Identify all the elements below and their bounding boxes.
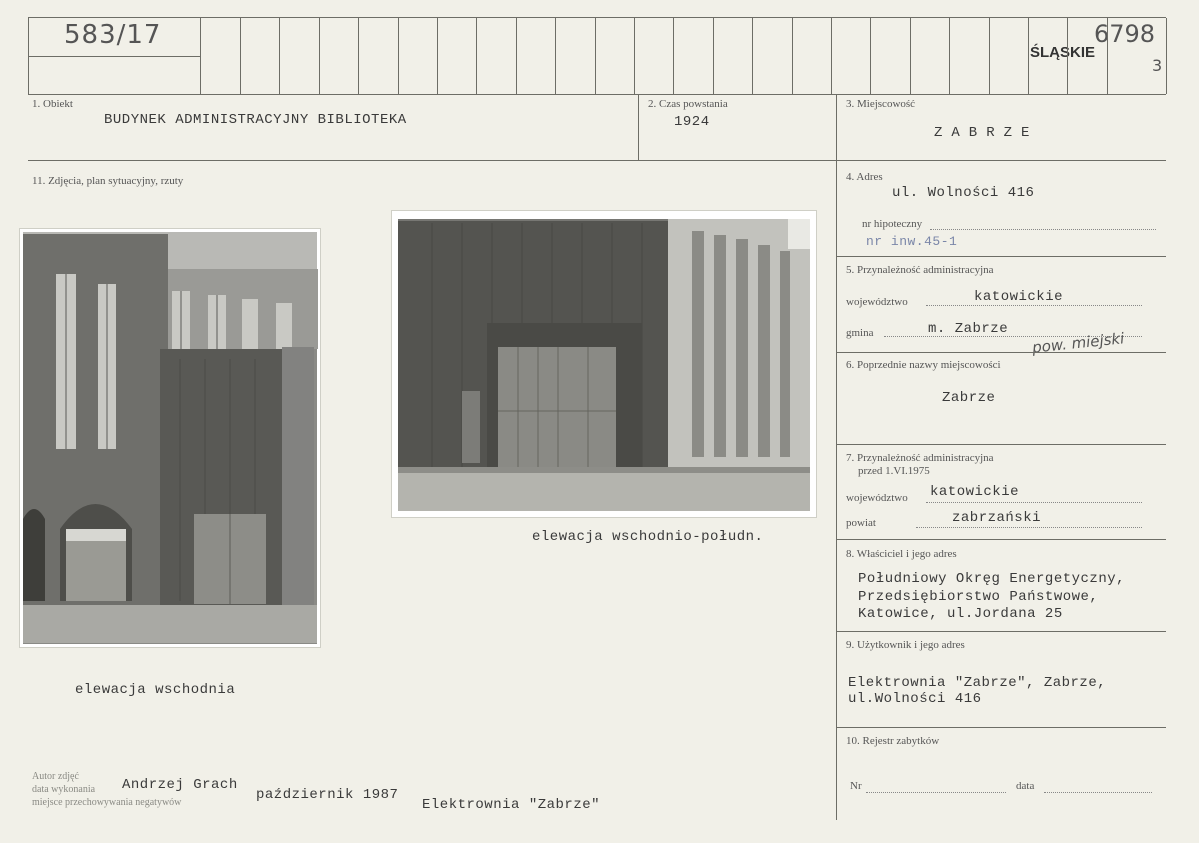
address-label: 4. Adres bbox=[846, 171, 883, 183]
admin-before-county-line bbox=[916, 527, 1142, 528]
caption-east-elevation: elewacja wschodnia bbox=[75, 682, 236, 698]
top-strip-cell-divider bbox=[752, 18, 753, 94]
admin-commune-value: m. Zabrze bbox=[928, 321, 1009, 337]
top-strip-cell-divider bbox=[319, 18, 320, 94]
user-line-2: ul.Wolności 416 bbox=[848, 691, 982, 707]
previous-names-value: Zabrze bbox=[942, 390, 996, 406]
admin-before-bottom-border bbox=[836, 539, 1166, 540]
admin-voivodeship-value: katowickie bbox=[974, 289, 1064, 305]
register-date-line bbox=[1044, 792, 1152, 793]
top-strip-cell-divider bbox=[870, 18, 871, 94]
photo-east-elevation bbox=[20, 229, 320, 647]
time-created-label: 2. Czas powstania bbox=[648, 98, 728, 110]
object-label: 1. Obiekt bbox=[32, 98, 73, 110]
top-strip-bottom-border bbox=[28, 94, 1166, 95]
owner-line-3: Katowice, ul.Jordana 25 bbox=[858, 606, 1063, 622]
address-bottom-border bbox=[836, 256, 1166, 257]
register-label: 10. Rejestr zabytków bbox=[846, 735, 940, 747]
previous-names-bottom-border bbox=[836, 444, 1166, 445]
footer-author-label: Autor zdjęć bbox=[32, 771, 79, 782]
register-nr-line bbox=[866, 792, 1006, 793]
object-value: BUDYNEK ADMINISTRACYJNY BIBLIOTEKA bbox=[104, 112, 407, 128]
top-strip-cell-divider bbox=[1107, 18, 1108, 94]
locality-label: 3. Miejscowość bbox=[846, 98, 916, 110]
region-label: ŚLĄSKIE bbox=[1030, 44, 1096, 61]
admin-before-county-value: zabrzański bbox=[952, 510, 1042, 526]
admin-before-county-label: powiat bbox=[846, 517, 876, 529]
footer-date-label: data wykonania bbox=[32, 784, 96, 795]
top-strip-cell-divider bbox=[200, 18, 201, 94]
user-label: 9. Użytkownik i jego adres bbox=[846, 639, 965, 651]
admin-before-voivodeship-line bbox=[926, 502, 1142, 503]
user-line-1: Elektrownia "Zabrze", Zabrze, bbox=[848, 675, 1107, 691]
owner-line-1: Południowy Okręg Energetyczny, bbox=[858, 571, 1126, 587]
owner-bottom-border bbox=[836, 631, 1166, 632]
admin-before-voivodeship-label: województwo bbox=[846, 492, 908, 504]
admin-commune-label: gmina bbox=[846, 327, 874, 339]
top-strip-cell-divider bbox=[713, 18, 714, 94]
time-created-value: 1924 bbox=[674, 114, 710, 130]
top-strip-cell-divider bbox=[989, 18, 990, 94]
top-strip-cell-divider bbox=[949, 18, 950, 94]
top-strip-cell-divider bbox=[792, 18, 793, 94]
top-strip-cell-divider bbox=[240, 18, 241, 94]
top-strip-cell-divider bbox=[437, 18, 438, 94]
top-strip-cell-divider bbox=[595, 18, 596, 94]
inventory-underline bbox=[28, 56, 200, 57]
footer-author-value: Andrzej Grach bbox=[122, 777, 238, 793]
caption-southeast-elevation: elewacja wschodnio-połudn. bbox=[532, 529, 764, 545]
top-strip-cell-divider bbox=[1166, 18, 1167, 94]
row1-bottom-border bbox=[28, 160, 1166, 161]
footer-date-value: październik 1987 bbox=[256, 787, 399, 803]
register-date-label: data bbox=[1016, 780, 1035, 792]
user-bottom-border bbox=[836, 727, 1166, 728]
previous-names-label: 6. Poprzednie nazwy miejscowości bbox=[846, 359, 1001, 371]
admin-voivodeship-line bbox=[926, 305, 1142, 306]
top-strip-cell-divider bbox=[476, 18, 477, 94]
top-strip-cell-divider bbox=[398, 18, 399, 94]
inventory-number: 583/17 bbox=[64, 20, 162, 50]
admin-bottom-border bbox=[836, 352, 1166, 353]
top-strip-cell-divider bbox=[279, 18, 280, 94]
top-strip-top-border bbox=[28, 17, 1166, 18]
admin-label: 5. Przynależność administracyjna bbox=[846, 264, 994, 276]
locality-value: ZABRZE bbox=[934, 125, 1039, 141]
admin-handwritten-note: pow. miejski bbox=[1031, 329, 1126, 357]
top-strip-cell-divider bbox=[516, 18, 517, 94]
card-number: 6798 bbox=[1094, 20, 1156, 48]
inventory-number-value: nr inw.45-1 bbox=[866, 234, 958, 249]
photos-section-label: 11. Zdjęcia, plan sytuacyjny, rzuty bbox=[32, 175, 184, 187]
owner-line-2: Przedsiębiorstwo Państwowe, bbox=[858, 589, 1099, 605]
mortgage-number-label: nr hipoteczny bbox=[862, 218, 923, 230]
admin-before-label-line2: przed 1.VI.1975 bbox=[858, 465, 930, 477]
register-nr-label: Nr bbox=[850, 780, 862, 792]
top-strip-cell-divider bbox=[1028, 18, 1029, 94]
top-strip-cell-divider bbox=[673, 18, 674, 94]
footer-place-label: miejsce przechowywania negatywów bbox=[32, 797, 182, 808]
photo-east-elevation-image bbox=[20, 229, 320, 647]
top-strip-cell-divider bbox=[910, 18, 911, 94]
top-strip-cell-divider bbox=[831, 18, 832, 94]
top-strip-cell-divider bbox=[634, 18, 635, 94]
footer-place-value: Elektrownia "Zabrze" bbox=[422, 797, 601, 813]
top-strip-cell-divider bbox=[358, 18, 359, 94]
divider-time-locality bbox=[836, 95, 837, 820]
admin-before-label-line1: 7. Przynależność administracyjna bbox=[846, 452, 994, 464]
photo-southeast-elevation-image bbox=[392, 211, 816, 517]
address-value: ul. Wolności 416 bbox=[892, 185, 1035, 201]
owner-label: 8. Właściciel i jego adres bbox=[846, 548, 957, 560]
card-sub-number: 3 bbox=[1152, 56, 1163, 75]
mortgage-number-line bbox=[930, 229, 1156, 230]
admin-before-voivodeship-value: katowickie bbox=[930, 484, 1020, 500]
top-strip-cell-divider bbox=[1067, 18, 1068, 94]
divider-object-time bbox=[638, 95, 639, 160]
admin-voivodeship-label: województwo bbox=[846, 296, 908, 308]
photo-southeast-elevation bbox=[392, 211, 816, 517]
top-strip-cell-divider bbox=[28, 18, 29, 94]
top-strip-cell-divider bbox=[555, 18, 556, 94]
